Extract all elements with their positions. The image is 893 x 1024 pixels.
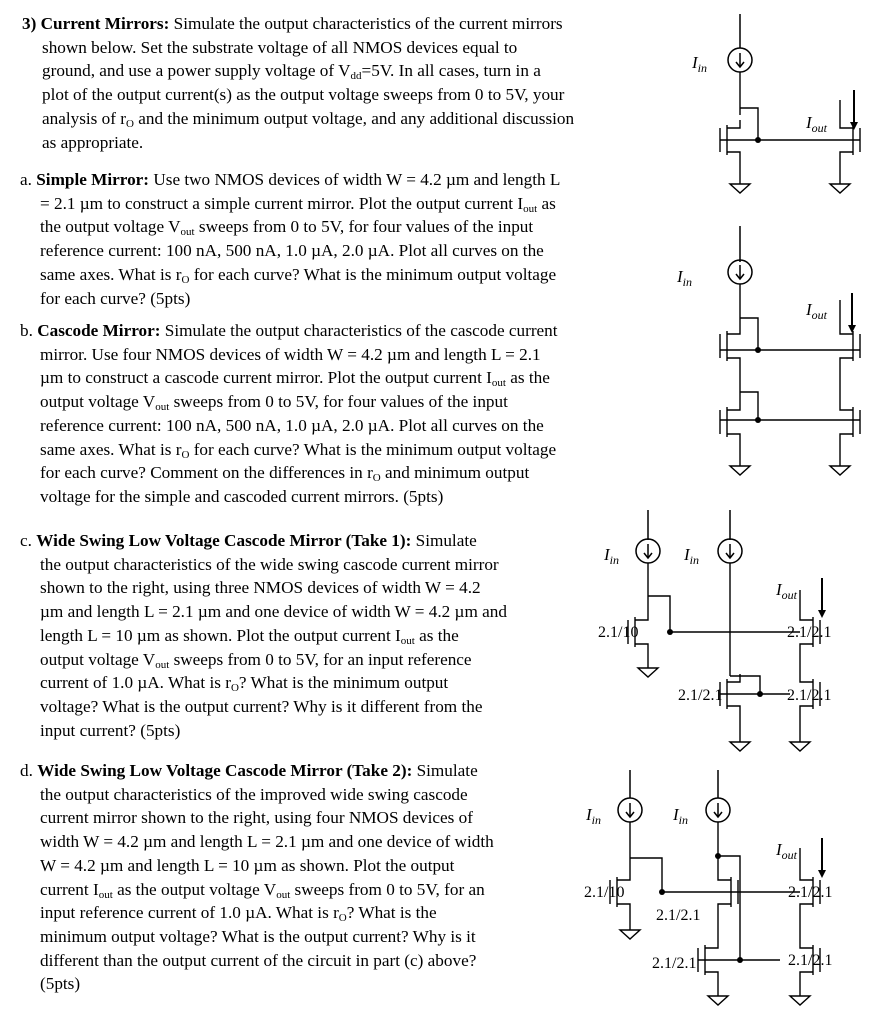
- text-line: voltage? What is the output current? Why is it different from the: [40, 696, 483, 716]
- part-title: Wide Swing Low Voltage Cascode Mirror (Take 2):: [37, 761, 413, 780]
- text-line: reference current: 100 nA, 500 nA, 1.0 µA, 2.0 µA. Plot all curves on the: [40, 415, 544, 435]
- part-label: b.: [20, 321, 33, 340]
- label-iout: $I_{out}$: [776, 840, 798, 862]
- circuit-cascode-mirror: [676, 226, 860, 475]
- text-line: analysis of $r_O$ and the minimum output voltage, and any additional discussion: [42, 108, 575, 130]
- label-iin: $I_{in}$: [684, 545, 700, 567]
- text-line: output voltage $V_{out}$ sweeps from 0 to 5V, for an input reference: [40, 649, 472, 671]
- label-iout: $I_{out}$: [806, 113, 828, 135]
- text-line: different than the output current of the circuit in part (c) above?: [40, 950, 477, 970]
- size-label: 2.1/2.1: [652, 955, 697, 972]
- label-iout: $I_{out}$: [806, 300, 828, 322]
- text-line: µm to construct a cascode current mirror. Plot the output current $I_{out}$ as the: [40, 368, 550, 390]
- text-line: (5pts): [40, 974, 81, 994]
- ground-icon: [790, 996, 810, 1005]
- text-line: µm and length L = 2.1 µm and one device of width W = 4.2 µm and: [40, 602, 507, 622]
- ground-icon: [830, 466, 850, 475]
- text-line: width W = 4.2 µm and length L = 2.1 µm and one device of width: [40, 832, 494, 852]
- size-label: 2.1/2.1: [788, 952, 833, 969]
- size-label: 2.1/10: [584, 884, 625, 901]
- part-a: a. Simple Mirror: Use two NMOS devices of width W = 4.2 µm and length L = 2.1 µm to construct a simple current mirror. Plot the output current $I_{out}$ as the output voltage $V_{out}$ sweeps from 0 to 5V, for four values of the input reference current: 100 nA, 500 nA, 1.0 µA, 2.0 µA. Plot all curves on the same axes. What is $r_O$ for each curve? What is the minimum output voltage for each curve? (5pts): [20, 168, 664, 310]
- ground-icon: [730, 466, 750, 475]
- text-line: length L = 10 µm as shown. Plot the output current $I_{out}$ as the: [40, 625, 459, 647]
- part-title: Simple Mirror:: [36, 170, 150, 189]
- text-line: input current? (5pts): [40, 720, 181, 740]
- part-label: d.: [20, 761, 33, 780]
- current-source-icon: [618, 798, 642, 822]
- text-line: voltage for the simple and cascoded current mirrors. (5pts): [40, 486, 444, 506]
- part-label: a.: [20, 170, 32, 189]
- part-d: d. Wide Swing Low Voltage Cascode Mirror (Take 2): Simulate the output characteristics of the improved wide swing cascode current mirror shown to the right, using four NMOS devices of width W = 4.2 µm and length L = 2.1 µm and one device of width W = 4.2 µm and length L = 10 µm as shown. Plot the output current $I_{out}$ as the output voltage $V_{out}$ sweeps from 0 to 5V, for an input reference current of 1.0 µA. What is $r_O$? What is the minimum output voltage? What is the output current? Why is it different than the output current of the circuit in part (c) above? (5pts): [20, 759, 580, 996]
- text-line: the output characteristics of the improved wide swing cascode: [40, 784, 468, 804]
- ground-icon: [620, 930, 640, 939]
- output-current-arrow-icon: [850, 90, 858, 130]
- ground-icon: [730, 742, 750, 751]
- text-line: the output voltage $V_{out}$ sweeps from 0 to 5V, for four values of the input: [40, 217, 534, 239]
- text-line: mirror. Use four NMOS devices of width W = 4.2 µm and length L = 2.1: [40, 344, 541, 364]
- current-source-icon: [636, 539, 660, 563]
- size-label: 2.1/2.1: [787, 687, 832, 704]
- text-line: current of 1.0 µA. What is $r_O$? What is the minimum output: [40, 673, 449, 695]
- circuit-wide-swing-1: [598, 510, 831, 751]
- text-line: Simulate the output characteristics of the current mirrors: [173, 14, 563, 33]
- ground-icon: [708, 996, 728, 1005]
- label-iin: $I_{in}$: [673, 805, 689, 827]
- label-iin: $I_{in}$: [677, 267, 693, 289]
- text-line: ground, and use a power supply voltage of $V_{dd}=5V$. In all cases, turn in a: [42, 61, 541, 83]
- text-line: shown below. Set the substrate voltage of all NMOS devices equal to: [42, 37, 518, 57]
- text-line: input reference current of 1.0 µA. What is $r_O$? What is the: [40, 903, 437, 925]
- size-label: 2.1/10: [598, 624, 639, 641]
- text-line: for each curve? (5pts): [40, 288, 191, 308]
- text-line: the output characteristics of the wide swing cascode current mirror: [40, 554, 499, 574]
- text-line: reference current: 100 nA, 500 nA, 1.0 µA, 2.0 µA. Plot all curves on the: [40, 241, 544, 261]
- current-source-icon: [718, 539, 742, 563]
- problem-number: 3): [22, 14, 37, 33]
- text-line: same axes. What is $r_O$ for each curve? What is the minimum output voltage: [40, 439, 557, 461]
- problem-title: Current Mirrors:: [40, 14, 170, 33]
- text-line: minimum output voltage? What is the output current? Why is it: [40, 926, 476, 946]
- text-line: current mirror shown to the right, using four NMOS devices of: [40, 808, 473, 828]
- text-line: as appropriate.: [42, 132, 144, 152]
- ground-icon: [730, 184, 750, 193]
- text-line: plot of the output current(s) as the output voltage sweeps from 0 to 5V, your: [42, 85, 565, 105]
- text-line: current $I_{out}$ as the output voltage $V_{out}$ sweeps from 0 to 5V, for an: [40, 879, 485, 901]
- label-iin: $I_{in}$: [692, 53, 708, 75]
- current-source-icon: [706, 798, 730, 822]
- label-iout: $I_{out}$: [776, 580, 798, 602]
- size-label: 2.1/2.1: [788, 884, 833, 901]
- part-b: b. Cascode Mirror: Simulate the output characteristics of the cascode current mirror. Use four NMOS devices of width W = 4.2 µm and length L = 2.1 µm to construct a cascode current mirror. Plot the output current $I_{out}$ as the output voltage $V_{out}$ sweeps from 0 to 5V, for four values of the input reference current: 100 nA, 500 nA, 1.0 µA, 2.0 µA. Plot all curves on the same axes. What is $r_O$ for each curve? What is the minimum output voltage for each curve? Comment on the differences in $r_O$ and minimum output voltage for the simple and cascoded current mirrors. (5pts): [20, 319, 664, 509]
- circuit-simple-mirror: [691, 14, 860, 193]
- size-label: 2.1/2.1: [678, 687, 723, 704]
- part-title: Cascode Mirror:: [37, 321, 161, 340]
- text-line: same axes. What is $r_O$ for each curve? What is the minimum output voltage: [40, 264, 557, 286]
- circuit-wide-swing-2: [584, 770, 832, 1005]
- ground-icon: [790, 742, 810, 751]
- text-line: = 2.1 µm to construct a simple current mirror. Plot the output current $I_{out}$ as: [40, 193, 556, 215]
- text-line: W = 4.2 µm and length L = 10 µm as shown. Plot the output: [40, 855, 455, 875]
- size-label: 2.1/2.1: [787, 624, 832, 641]
- part-c: c. Wide Swing Low Voltage Cascode Mirror (Take 1): Simulate the output characteristics of the wide swing cascode current mirror shown to the right, using three NMOS devices of width W = 4.2 µm and length L = 2.1 µm and one device of width W = 4.2 µm and length L = 10 µm as shown. Plot the output current $I_{out}$ as the output voltage $V_{out}$ sweeps from 0 to 5V, for an input reference current of 1.0 µA. What is $r_O$? What is the minimum output voltage? What is the output current? Why is it different from the input current? (5pts): [20, 529, 590, 742]
- part-label: c.: [20, 531, 32, 550]
- ground-icon: [830, 184, 850, 193]
- current-source-icon: [728, 48, 752, 72]
- ground-icon: [638, 668, 658, 677]
- output-current-arrow-icon: [818, 578, 826, 618]
- output-current-arrow-icon: [848, 293, 856, 333]
- label-iin: $I_{in}$: [586, 805, 602, 827]
- output-current-arrow-icon: [818, 838, 826, 878]
- part-title: Wide Swing Low Voltage Cascode Mirror (Take 1):: [36, 531, 412, 550]
- text-line: output voltage $V_{out}$ sweeps from 0 to 5V, for four values of the input: [40, 392, 508, 414]
- text-line: shown to the right, using three NMOS devices of width W = 4.2: [40, 578, 481, 598]
- text-line: for each curve? Comment on the differences in $r_O$ and minimum output: [40, 463, 530, 485]
- label-iin: $I_{in}$: [604, 545, 620, 567]
- size-label: 2.1/2.1: [656, 907, 701, 924]
- current-source-icon: [728, 260, 752, 284]
